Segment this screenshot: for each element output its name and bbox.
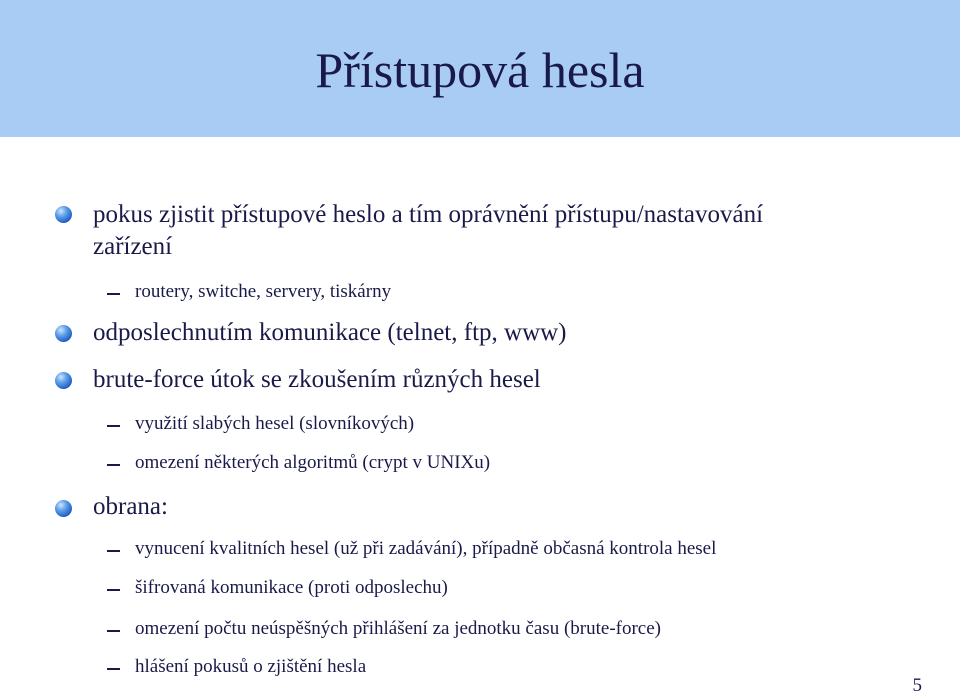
dash-icon bbox=[107, 550, 120, 552]
sub-bullet-text: hlášení pokusů o zjištění hesla bbox=[135, 656, 367, 677]
sub-bullet-text: vynucení kvalitních hesel (už při zadávání), případně občasná kontrola hesel bbox=[135, 538, 717, 559]
sub-bullet-text: omezení některých algoritmů (crypt v UNIXu) bbox=[135, 452, 491, 473]
bullet-text: brute-force útok se zkoušením různých hesel bbox=[93, 366, 541, 393]
bullet-text: obrana: bbox=[93, 493, 168, 520]
bullet-text: odposlechnutím komunikace (telnet, ftp, www) bbox=[93, 319, 567, 346]
dash-icon bbox=[107, 630, 120, 632]
slide-title: Přístupová hesla bbox=[315, 42, 645, 98]
page-number: 5 bbox=[912, 675, 922, 696]
bullet-text-continuation: zařízení bbox=[93, 233, 173, 260]
bullet-icon bbox=[55, 500, 72, 517]
sub-bullet-text: využití slabých hesel (slovníkových) bbox=[135, 413, 415, 434]
dash-icon bbox=[107, 589, 120, 591]
bullet-icon bbox=[55, 206, 72, 223]
sub-bullet-text: omezení počtu neúspěšných přihlášení za jednotku času (brute-force) bbox=[135, 618, 661, 639]
sub-bullet-text: šifrovaná komunikace (proti odposlechu) bbox=[135, 577, 448, 598]
dash-icon bbox=[107, 293, 120, 295]
bullet-icon bbox=[55, 325, 72, 342]
dash-icon bbox=[107, 425, 120, 427]
bullet-text: pokus zjistit přístupové heslo a tím oprávnění přístupu/nastavování bbox=[93, 201, 764, 228]
sub-bullet-text: routery, switche, servery, tiskárny bbox=[135, 281, 392, 302]
dash-icon bbox=[107, 668, 120, 670]
bullet-icon bbox=[55, 372, 72, 389]
dash-icon bbox=[107, 464, 120, 466]
